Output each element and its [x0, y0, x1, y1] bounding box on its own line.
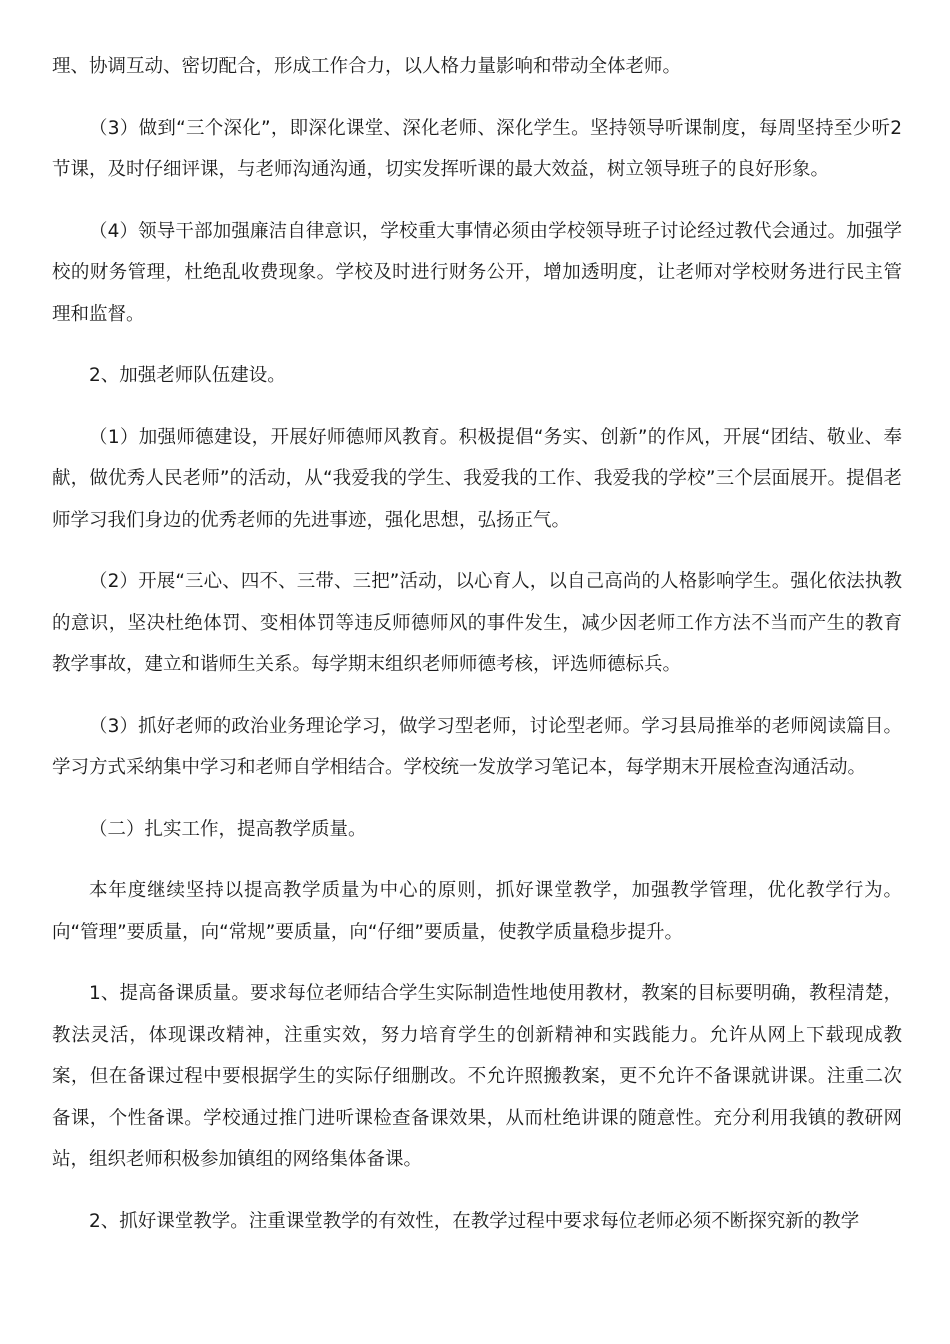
paragraph-10: 1、提高备课质量。要求每位老师结合学生实际制造性地使用教材，教案的目标要明确，教程清楚，教法灵活，体现课改精神，注重实效，努力培育学生的创新精神和实践能力。允许从网上下载现成教案，但在备课过程中要根据学生的实际仔细删改。不允许照搬教案，更不允许不备课就讲课。注重二次备课，个性备课。学校通过推门进听课检查备课效果，从而杜绝讲课的随意性。充分利用我镇的教研网站，组织老师积极参加镇组的网络集体备课。 [52, 983, 902, 1170]
document-page [52, 46, 902, 1262]
section-heading-teacher-team: 2、加强老师队伍建设。 [89, 365, 286, 386]
section-heading-teaching-quality: （二）扎实工作，提高教学质量。 [89, 818, 367, 840]
paragraph-2: （3）做到“三个深化”，即深化课堂、深化老师、深化学生。坚持领导听课制度，每周坚持至少听2节课，及时仔细评课，与老师沟通沟通，切实发挥听课的最大效益，树立领导班子的良好形象。 [52, 117, 902, 180]
paragraph-9: 本年度继续坚持以提高教学质量为中心的原则，抓好课堂教学，加强教学管理，优化教学行为。向“管理”要质量，向“常规”要质量，向“仔细”要质量，使教学质量稳步提升。 [52, 880, 902, 943]
paragraph-5: （1）加强师德建设，开展好师德师风教育。积极提倡“务实、创新”的作风，开展“团结、敬业、奉献，做优秀人民老师”的活动，从“我爱我的学生、我爱我的工作、我爱我的学校”三个层面展开。提倡老师学习我们身边的优秀老师的先进事迹，强化思想，弘扬正气。 [52, 426, 902, 531]
paragraph-3: （4）领导干部加强廉洁自律意识，学校重大事情必须由学校领导班子讨论经过教代会通过。加强学校的财务管理，杜绝乱收费现象。学校及时进行财务公开，增加透明度，让老师对学校财务进行民主管理和监督。 [52, 220, 902, 325]
paragraph-11: 2、抓好课堂教学。注重课堂教学的有效性，在教学过程中要求每位老师必须不断探究新的教学 [89, 1210, 860, 1232]
paragraph-6: （2）开展“三心、四不、三带、三把”活动，以心育人，以自己高尚的人格影响学生。强化依法执教的意识，坚决杜绝体罚、变相体罚等违反师德师风的事件发生，减少因老师工作方法不当而产生的教育教学事故，建立和谐师生关系。每学期末组织老师师德考核，评选师德标兵。 [52, 571, 902, 675]
paragraph-1: 理、协调互动、密切配合，形成工作合力，以人格力量影响和带动全体老师。 [52, 56, 682, 77]
paragraph-7: （3）抓好老师的政治业务理论学习，做学习型老师，讨论型老师。学习县局推举的老师阅读篇目。学习方式采纳集中学习和老师自学相结合。学校统一发放学习笔记本，每学期末开展检查沟通活动。 [52, 715, 902, 778]
